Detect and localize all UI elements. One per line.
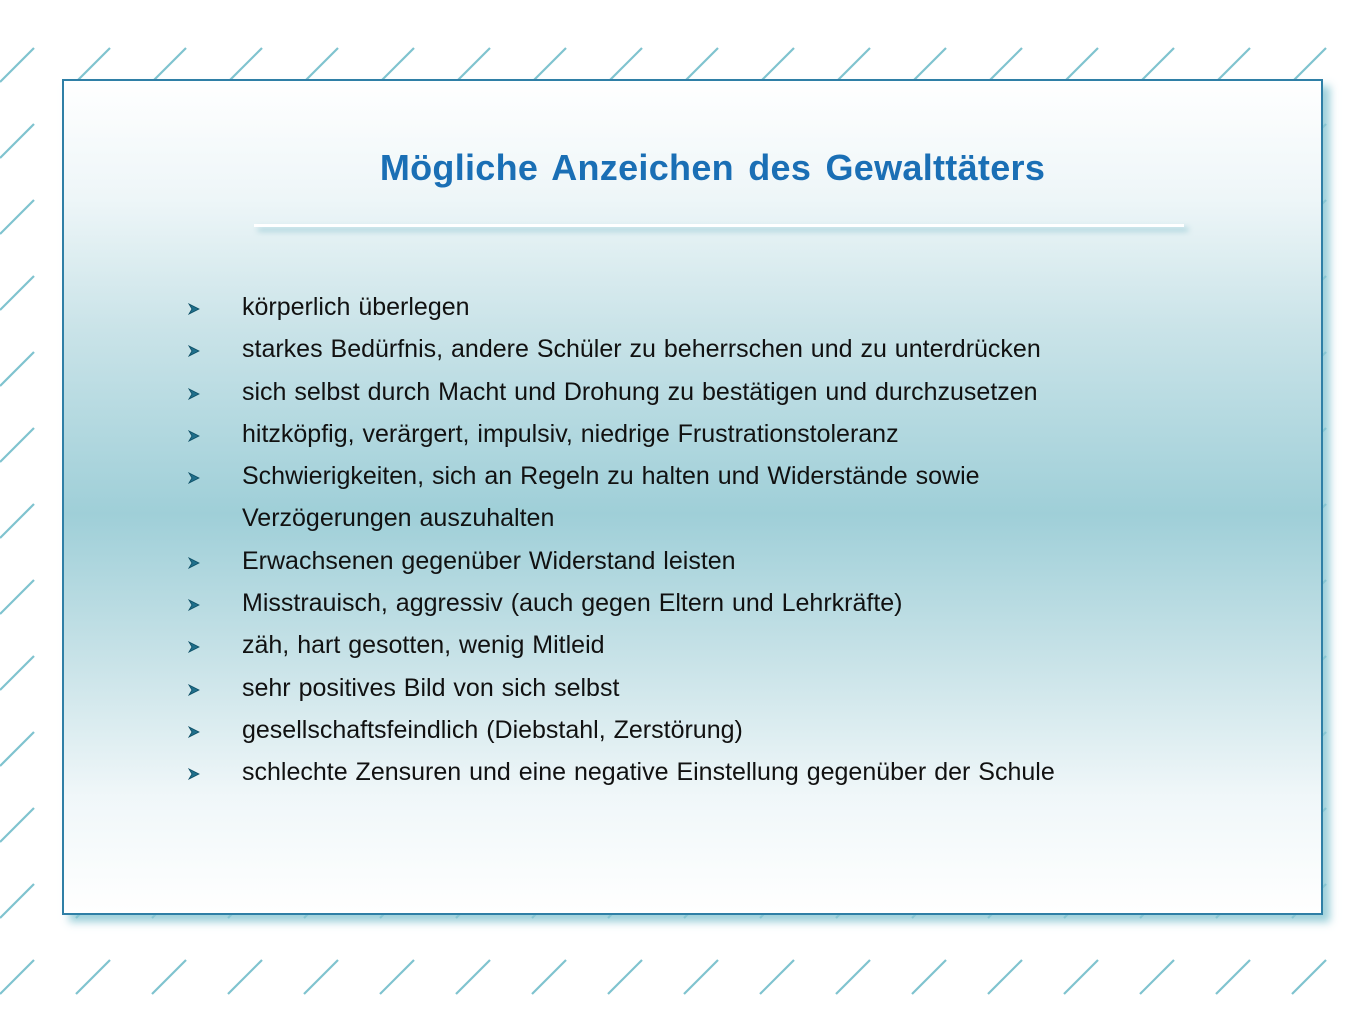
stripe-mark <box>304 960 338 994</box>
arrowhead-bullet-icon <box>188 345 200 357</box>
stripe-mark <box>0 504 34 538</box>
stripe-mark <box>380 48 414 82</box>
stripe-mark <box>380 960 414 994</box>
slide-title: Mögliche Anzeichen des Gewalttäters <box>379 147 1046 188</box>
stripe-mark <box>684 48 718 82</box>
stripe-mark <box>988 960 1022 994</box>
arrowhead-bullet-icon <box>188 303 200 315</box>
stripe-mark <box>456 48 490 82</box>
list-item-text: sich selbst durch Macht und Drohung zu bestätigen und durchzusetzen <box>242 377 1038 406</box>
stripe-mark <box>304 48 338 82</box>
stripe-mark <box>228 960 262 994</box>
stripe-mark <box>1216 48 1250 82</box>
stripe-mark <box>988 48 1022 82</box>
list-item-text: Schwierigkeiten, sich an Regeln zu halten und Widerstände sowie <box>242 462 980 491</box>
list-item-text: starkes Bedürfnis, andere Schüler zu beherrschen und zu unterdrücken <box>242 335 1041 364</box>
stripe-mark <box>0 200 34 234</box>
stripe-mark <box>836 48 870 82</box>
list-item-text: gesellschaftsfeindlich (Diebstahl, Zerstörung) <box>242 715 743 744</box>
list-item-text: körperlich überlegen <box>242 293 470 321</box>
stripe-mark <box>608 48 642 82</box>
arrowhead-bullet-icon <box>188 599 200 611</box>
stripe-mark <box>532 960 566 994</box>
stripe-mark <box>760 960 794 994</box>
list-item-text-continued: Verzögerungen auszuhalten <box>242 504 555 533</box>
list-item <box>188 286 1288 328</box>
stripe-mark <box>0 732 34 766</box>
stripe-mark <box>0 276 34 310</box>
stripe-mark <box>0 960 34 994</box>
stripe-mark <box>1140 960 1174 994</box>
stripe-mark <box>912 48 946 82</box>
stripe-mark <box>608 960 642 994</box>
arrowhead-bullet-icon <box>188 768 200 780</box>
arrowhead-bullet-icon <box>188 388 200 400</box>
arrowhead-bullet-icon <box>188 557 200 569</box>
stripe-mark <box>228 48 262 82</box>
list-item-text: hitzköpfig, verärgert, impulsiv, niedrige Frustrationstoleranz <box>242 419 899 448</box>
stripe-mark <box>836 960 870 994</box>
list-item-text: schlechte Zensuren und eine negative Einstellung gegenüber der Schule <box>242 758 1055 787</box>
stripe-mark <box>760 48 794 82</box>
stripe-mark <box>0 580 34 614</box>
stripe-mark <box>152 960 186 994</box>
stripe-mark <box>684 960 718 994</box>
arrowhead-bullet-icon <box>188 641 200 653</box>
arrowhead-bullet-icon <box>188 430 200 442</box>
stripe-mark <box>152 48 186 82</box>
stripe-mark <box>0 884 34 918</box>
list-item <box>188 624 1288 666</box>
stripe-mark <box>1292 960 1326 994</box>
list-item-text: sehr positives Bild von sich selbst <box>242 673 620 702</box>
stripe-mark <box>0 656 34 690</box>
list-item-text: Erwachsenen gegenüber Widerstand leisten <box>242 546 736 575</box>
list-item <box>188 413 1288 455</box>
stripe-mark <box>0 124 34 158</box>
list-item-text: Misstrauisch, aggressiv (auch gegen Eltern und Lehrkräfte) <box>242 589 903 618</box>
stripe-mark <box>1064 960 1098 994</box>
list-item <box>188 582 1288 624</box>
stripe-mark <box>0 48 34 82</box>
stripe-mark <box>912 960 946 994</box>
stripe-mark <box>76 960 110 994</box>
stripe-mark <box>0 808 34 842</box>
stripe-mark <box>1216 960 1250 994</box>
stripe-mark <box>1064 48 1098 82</box>
list-item <box>188 751 1288 793</box>
list-item <box>188 371 1288 413</box>
stripe-mark <box>0 352 34 386</box>
list-item <box>188 540 1288 582</box>
stripe-mark <box>1292 48 1326 82</box>
list-item <box>188 328 1288 370</box>
list-item-text: zäh, hart gesotten, wenig Mitleid <box>242 631 605 660</box>
slide-panel <box>62 79 1323 915</box>
stripe-mark <box>456 960 490 994</box>
stripe-mark <box>0 428 34 462</box>
stripe-mark <box>532 48 566 82</box>
list-item <box>188 667 1288 709</box>
list-item <box>188 709 1288 751</box>
stripe-mark <box>1140 48 1174 82</box>
list-item <box>188 455 1288 540</box>
arrowhead-bullet-icon <box>188 726 200 738</box>
bullet-list <box>188 286 1288 794</box>
stripe-mark <box>76 48 110 82</box>
arrowhead-bullet-icon <box>188 472 200 484</box>
arrowhead-bullet-icon <box>188 684 200 696</box>
title-underline <box>254 224 1184 227</box>
